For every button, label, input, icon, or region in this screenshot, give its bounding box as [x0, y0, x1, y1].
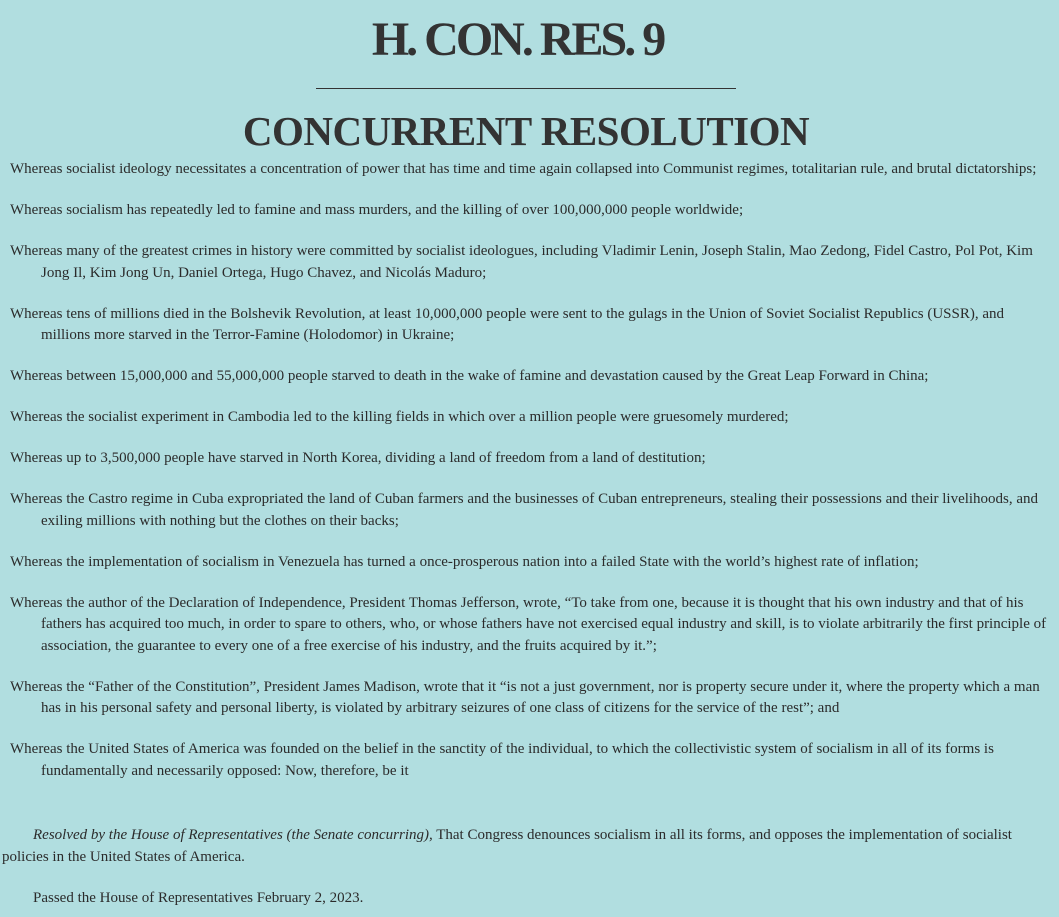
whereas-clause: Whereas many of the greatest crimes in history were committed by socialist ideologues, including Vladimir Lenin, Joseph Stalin, Mao Zedong, Fidel Castro, Pol Pot, Kim Jong Il, Kim Jong Un, Daniel Ortega, Hugo Chavez, and Nicolás Maduro; — [10, 243, 1033, 281]
resolving-clause: Resolved by the House of Representatives (the Senate concurring), — [33, 827, 433, 843]
whereas-clause: Whereas socialism has repeatedly led to famine and mass murders, and the killing of over 100,000,000 people worldwide; — [10, 202, 744, 218]
whereas-clause: Whereas the Castro regime in Cuba expropriated the land of Cuban farmers and the businesses of Cuban entrepreneurs, stealing their possessions and their livelihoods, and exiling millions with nothing but the clothes on their backs; — [10, 491, 1039, 529]
whereas-clause: Whereas the “Father of the Constitution”, President James Madison, wrote that it “is not a just government, nor is property secure under it, where the property which a man has in his personal safety and personal liberty, is violated by arbitrary seizures of one class of citizens for the service of the rest”; and — [10, 678, 1040, 716]
attestation: Passed the House of Representatives February 2, 2023. — [33, 890, 364, 906]
whereas-clauses — [10, 159, 1053, 802]
resolution-body: That Congress denounces socialism in all its forms, and opposes the implementation of socialist policies in the United States of America. — [2, 827, 1012, 865]
whereas-clause: Whereas the socialist experiment in Cambodia led to the killing fields in which over a million people were gruesomely murdered; — [10, 409, 789, 425]
whereas-clause: Whereas up to 3,500,000 people have starved in North Korea, dividing a land of freedom from a land of destitution; — [10, 450, 706, 466]
whereas-clause: Whereas the implementation of socialism in Venezuela has turned a once-prosperous nation into a failed State with the world’s highest rate of inflation; — [10, 553, 919, 570]
whereas-clause: Whereas socialist ideology necessitates a concentration of power that has time and time again collapsed into Communist regimes, totalitarian rule, and brutal dictatorships; — [10, 161, 1037, 177]
whereas-clause: Whereas tens of millions died in the Bolshevik Revolution, at least 10,000,000 people were sent to the gulags in the Union of Soviet Socialist Republics (USSR), and millions more starved in the Terror-Famine (Holodomor) in Ukraine; — [10, 305, 1005, 343]
whereas-clause: Whereas the United States of America was founded on the belief in the sanctity of the individual, to which the collectivistic system of socialism in all of its forms is fundamentally and necessarily opposed: Now, therefore, be it — [10, 741, 994, 779]
whereas-clause: Whereas between 15,000,000 and 55,000,000 people starved to death in the wake of famine and devastation caused by the Great Leap Forward in China; — [10, 368, 929, 384]
bill-number: H. CON. RES. 9 — [371, 13, 664, 66]
document-type-heading: CONCURRENT RESOLUTION — [242, 108, 810, 154]
resolution-text — [2, 824, 1042, 868]
header-divider — [316, 88, 736, 89]
whereas-clause: Whereas the author of the Declaration of Independence, President Thomas Jefferson, wrote, “To take from one, because it is thought that his own industry and that of his fathers has acquired too much, in order to spare to others, who, or whose fathers have not exercised equal industry and skill, is to violate arbitrarily the first principle of association, the guarantee to every one of a free exercise of his industry, and the fruits acquired by it.”; — [10, 594, 1047, 654]
